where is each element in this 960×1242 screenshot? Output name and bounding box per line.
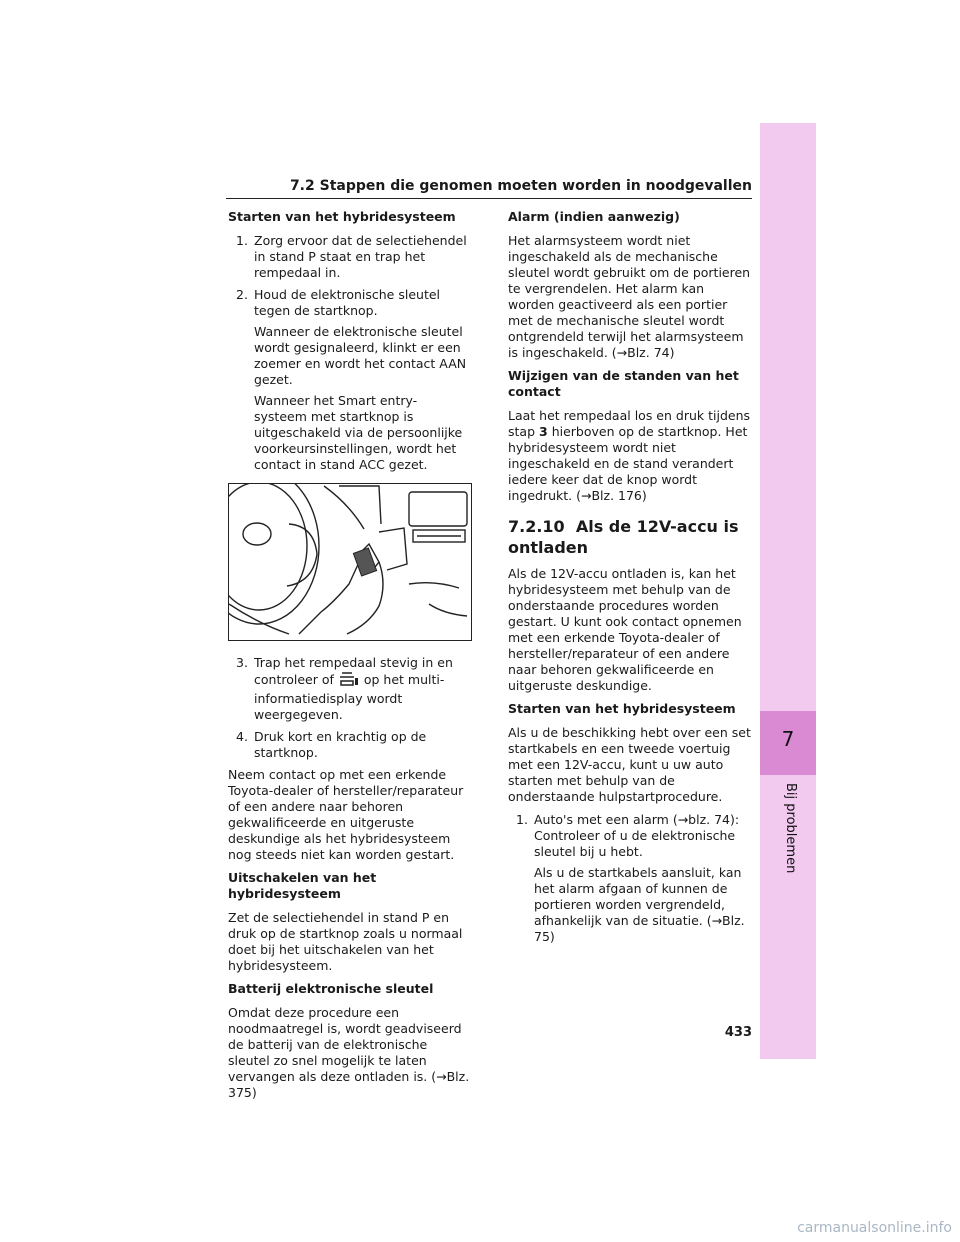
step-note: Wanneer het Smart entry-systeem met startknop is uitgeschakeld via de persoonlijke voorkeursinstellingen, wordt het contact in stand ACC gezet.: [254, 393, 463, 472]
heading-switch-off: Uitschakelen van het hybridesysteem: [228, 870, 377, 901]
page-number: 433: [724, 1025, 752, 1040]
paragraph-key-battery: Omdat deze procedure een noodmaatregel is, wordt geadviseerd de batterij van de elektronische sleutel zo snel mogelijk te laten vervangen als deze ontladen is. (→Blz. 375): [228, 1005, 470, 1100]
paragraph-alarm: Het alarmsysteem wordt niet ingeschakeld als de mechanische sleutel wordt gebruikt om de portieren te vergrendelen. Het alarm kan worden geactiveerd als een portier met de mechanische sleutel wordt ontgrendeld terwijl het alarmsysteem is ingeschakeld. (→Blz. 74): [508, 233, 751, 360]
heading-ignition-modes: Wijzigen van de standen van het contact: [508, 368, 739, 399]
steering-wheel-illustration: [229, 484, 471, 640]
heading-alarm: Alarm (indien aanwezig): [508, 209, 680, 224]
right-column: [508, 209, 754, 951]
step-text: Houd de elektronische sleutel tegen de startknop.: [254, 287, 441, 318]
step-text: Zorg ervoor dat de selectiehendel in stand P staat en trap het rempedaal in.: [254, 233, 467, 280]
step-3: [236, 655, 470, 723]
step-number: 2.: [236, 287, 248, 302]
ready-indicator-icon: [338, 671, 360, 691]
heading-key-battery: Batterij elektronische sleutel: [228, 981, 434, 996]
step-2: [236, 287, 470, 473]
heading-start-hybrid: Starten van het hybridesysteem: [228, 209, 456, 224]
step-text: Auto's met een alarm (→blz. 74): Controleer of u de elektronische sleutel bij u hebt.: [534, 812, 740, 859]
watermark: carmanualsonline.info: [797, 1220, 952, 1236]
step-number: 4.: [236, 729, 248, 744]
step-number: 3.: [236, 655, 248, 670]
step-note: Als u de startkabels aansluit, kan het alarm afgaan of kunnen de portieren worden vergrendeld, afhankelijk van de situatie. (→Blz. 75): [534, 865, 745, 944]
section-heading: 7.2.10 Als de 12V-accu is ontladen: [508, 517, 739, 557]
step-text: Trap het rempedaal stevig in en controleer of op het multi-informatiedisplay wordt weergegeven.: [254, 655, 453, 722]
illustration-key-on-start-button: [228, 483, 472, 641]
paragraph-contact-dealer: Neem contact op met een erkende Toyota-dealer of hersteller/reparateur of een andere naar behoren gekwalificeerde en uitgeruste deskundige als het hybridesysteem nog steeds niet kan worden gestart.: [228, 767, 464, 862]
running-header: 7.2 Stappen die genomen moeten worden in noodgevallen: [226, 178, 752, 199]
chapter-tab: [760, 123, 816, 1059]
chapter-number: 7: [781, 727, 795, 751]
step-4: [236, 729, 470, 761]
heading-start-hybrid-2: Starten van het hybridesysteem: [508, 701, 736, 716]
step-number: 1.: [236, 233, 248, 248]
paragraph-ignition-modes: Laat het rempedaal los en druk tijdens stap 3 hierboven op de startknop. Het hybridesysteem wordt niet ingeschakeld en de stand verandert iedere keer dat de knop wordt ingedrukt. (→Blz. 176): [508, 408, 751, 503]
step-1-alarm: [516, 812, 754, 945]
left-column: [228, 209, 470, 1108]
chapter-title: Bij problemen: [783, 783, 798, 874]
step-number: 1.: [516, 812, 528, 827]
step-note: Wanneer de elektronische sleutel wordt gesignaleerd, klinkt er een zoemer en wordt het contact AAN gezet.: [254, 324, 467, 387]
paragraph-jump-start: Als u de beschikking hebt over een set startkabels en een tweede voertuig met een 12V-accu, kunt u uw auto starten met behulp van de onderstaande hulpstartprocedure.: [508, 725, 751, 804]
step-1: [236, 233, 470, 281]
step-text: Druk kort en krachtig op de startknop.: [254, 729, 427, 760]
paragraph-switch-off: Zet de selectiehendel in stand P en druk op de startknop zoals u normaal doet bij het uitschakelen van het hybridesysteem.: [228, 910, 463, 973]
paragraph-12v-discharged: Als de 12V-accu ontladen is, kan het hybridesysteem met behulp van de onderstaande procedures worden gestart. U kunt ook contact opnemen met een erkende Toyota-dealer of hersteller/reparateur of een andere naar behoren gekwalificeerde en uitgeruste deskundige.: [508, 566, 742, 693]
